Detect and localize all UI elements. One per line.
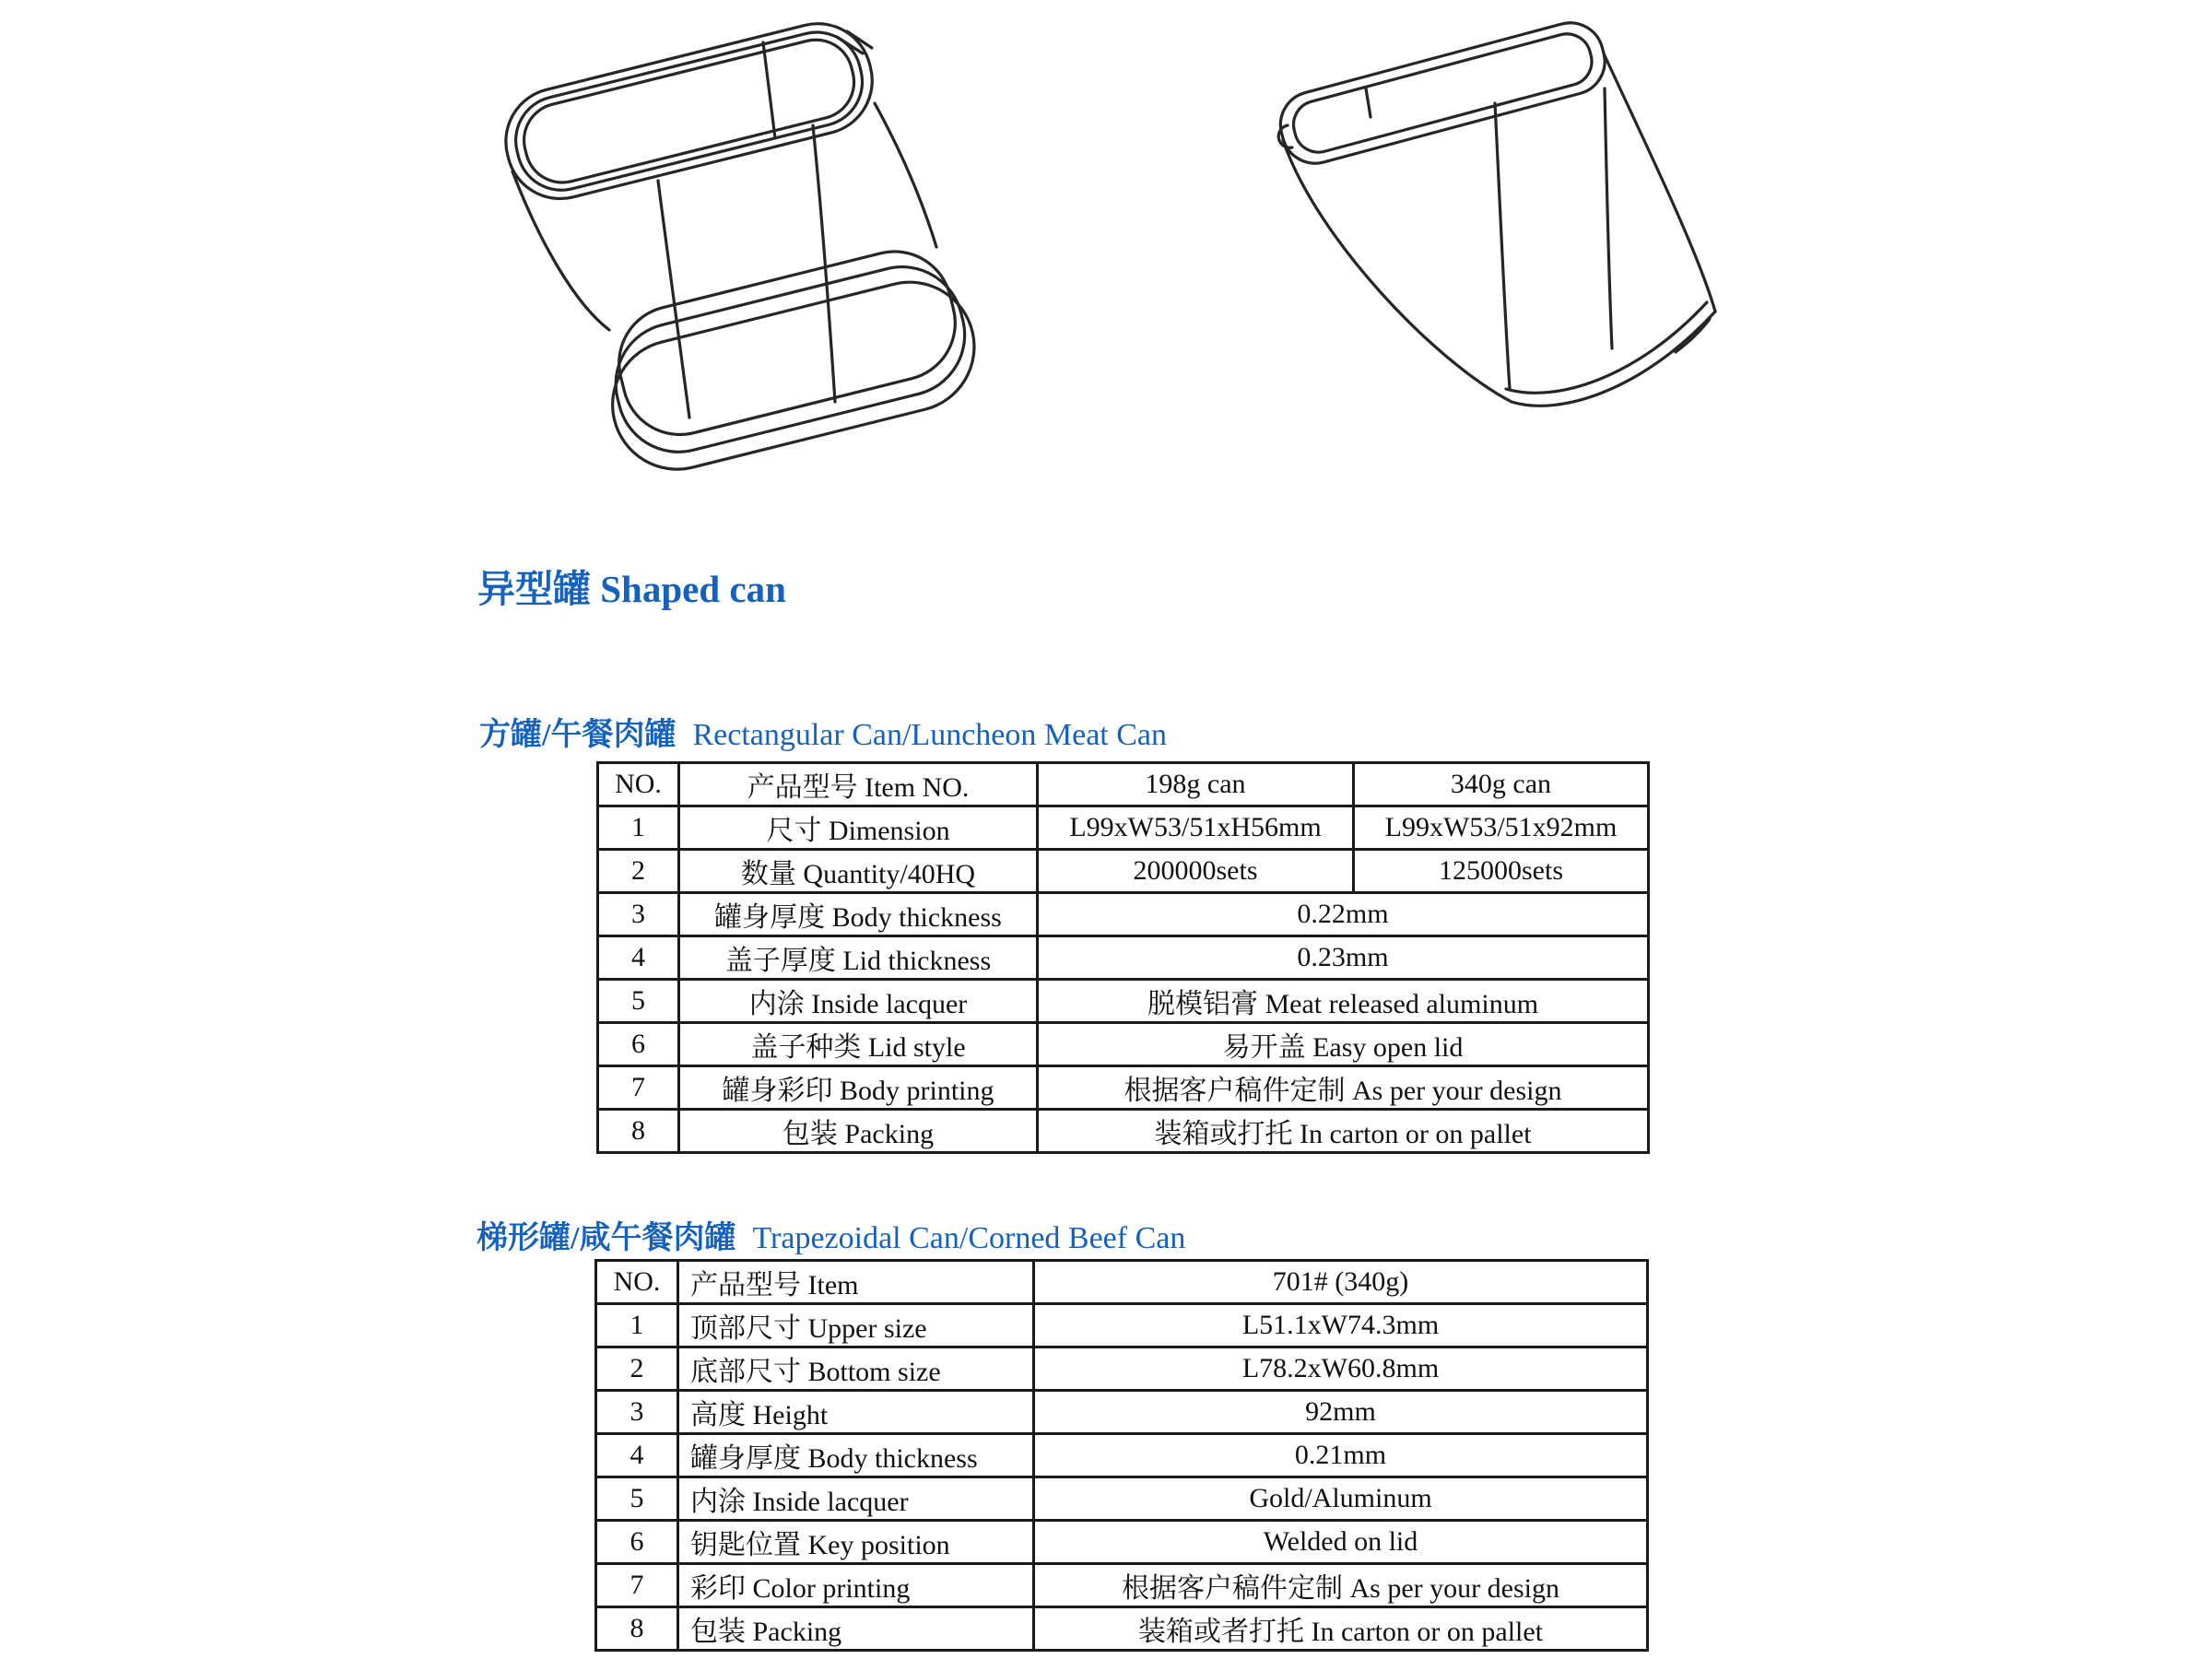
spec-label-cell: 数量 Quantity/40HQ <box>679 850 1038 893</box>
spec-value-cell: Gold/Aluminum <box>1034 1477 1648 1521</box>
row-number-cell: 2 <box>598 850 679 893</box>
rectangular-can-drawing <box>479 0 1032 516</box>
spec-value-cell: 根据客户稿件定制 As per your design <box>1038 1066 1649 1110</box>
row-number-cell: 8 <box>598 1110 679 1153</box>
header-cell-item: 产品型号 Item NO. <box>679 763 1038 806</box>
table-row <box>596 1347 1648 1391</box>
table-row <box>598 1066 1649 1110</box>
spec-value-cell: Welded on lid <box>1034 1521 1648 1564</box>
spec-value-cell: 125000sets <box>1354 850 1649 893</box>
section1-caption-en: Rectangular Can/Luncheon Meat Can <box>692 718 1168 752</box>
row-number-cell: 4 <box>596 1434 678 1477</box>
spec-label-cell: 尺寸 Dimension <box>679 806 1038 850</box>
row-number-cell: 1 <box>596 1304 678 1347</box>
spec-label-cell: 盖子厚度 Lid thickness <box>679 936 1038 980</box>
row-number-cell: 3 <box>596 1391 678 1434</box>
row-number-cell: 5 <box>598 980 679 1023</box>
table-row <box>596 1391 1648 1434</box>
spec-value-cell: L99xW53/51xH56mm <box>1038 806 1354 850</box>
table-row <box>596 1607 1648 1651</box>
trapezoidal-can-spec-table <box>594 1259 1649 1652</box>
table-row <box>596 1304 1648 1347</box>
spec-value-cell: L78.2xW60.8mm <box>1034 1347 1648 1391</box>
spec-label-cell: 顶部尺寸 Upper size <box>678 1304 1034 1347</box>
header-cell-no: NO. <box>598 763 679 806</box>
spec-label-cell: 罐身厚度 Body thickness <box>678 1434 1034 1477</box>
spec-label-cell: 罐身彩印 Body printing <box>679 1066 1038 1110</box>
spec-value-cell: 0.21mm <box>1034 1434 1648 1477</box>
section2-caption-cn: 梯形罐/咸午餐肉罐 <box>477 1221 736 1255</box>
row-number-cell: 6 <box>596 1521 678 1564</box>
row-number-cell: 1 <box>598 806 679 850</box>
header-cell-198g: 198g can <box>1038 763 1354 806</box>
section1-caption <box>479 715 1167 756</box>
spec-label-cell: 包装 Packing <box>679 1110 1038 1153</box>
spec-value-cell: 92mm <box>1034 1391 1648 1434</box>
rectangular-can-spec-table <box>596 761 1650 1154</box>
spec-value-cell: 脱模铝膏 Meat released aluminum <box>1038 980 1649 1023</box>
spec-label-cell: 内涂 Inside lacquer <box>679 980 1038 1023</box>
spec-value-cell: 易开盖 Easy open lid <box>1038 1023 1649 1066</box>
spec-label-cell: 彩印 Color printing <box>678 1564 1034 1607</box>
row-number-cell: 7 <box>596 1564 678 1607</box>
header-cell-701: 701# (340g) <box>1034 1261 1648 1304</box>
spec-label-cell: 底部尺寸 Bottom size <box>678 1347 1034 1391</box>
spec-label-cell: 盖子种类 Lid style <box>679 1023 1038 1066</box>
spec-label-cell: 钥匙位置 Key position <box>678 1521 1034 1564</box>
spec-value-cell: 0.23mm <box>1038 936 1649 980</box>
spec-value-cell: L99xW53/51x92mm <box>1354 806 1649 850</box>
header-cell-item: 产品型号 Item <box>678 1261 1034 1304</box>
row-number-cell: 5 <box>596 1477 678 1521</box>
row-number-cell: 6 <box>598 1023 679 1066</box>
row-number-cell: 8 <box>596 1607 678 1651</box>
row-number-cell: 3 <box>598 893 679 936</box>
spec-value-cell: 装箱或者打托 In carton or on pallet <box>1034 1607 1648 1651</box>
section2-caption-en: Trapezoidal Can/Corned Beef Can <box>752 1221 1186 1255</box>
table-row <box>598 936 1649 980</box>
table-row <box>598 893 1649 936</box>
table-row <box>598 1110 1649 1153</box>
spec-value-cell: 根据客户稿件定制 As per your design <box>1034 1564 1648 1607</box>
spec-value-cell: 0.22mm <box>1038 893 1649 936</box>
spec-value-cell: 200000sets <box>1038 850 1354 893</box>
spec-value-cell: L51.1xW74.3mm <box>1034 1304 1648 1347</box>
table-row <box>596 1434 1648 1477</box>
trapezoidal-can-drawing <box>1263 18 1779 442</box>
row-number-cell: 7 <box>598 1066 679 1110</box>
section1-caption-cn: 方罐/午餐肉罐 <box>479 718 677 752</box>
table-row <box>598 980 1649 1023</box>
header-cell-no: NO. <box>596 1261 678 1304</box>
section2-caption <box>477 1218 1185 1259</box>
table-row <box>596 1564 1648 1607</box>
spec-label-cell: 高度 Height <box>678 1391 1034 1434</box>
spec-value-cell: 装箱或打托 In carton or on pallet <box>1038 1110 1649 1153</box>
table-header-row <box>596 1261 1648 1304</box>
table-row <box>598 806 1649 850</box>
table-row <box>598 850 1649 893</box>
table-row <box>598 1023 1649 1066</box>
spec-label-cell: 内涂 Inside lacquer <box>678 1477 1034 1521</box>
page-title: 异型罐 Shaped can <box>477 568 786 610</box>
row-number-cell: 4 <box>598 936 679 980</box>
table-header-row <box>598 763 1649 806</box>
spec-label-cell: 罐身厚度 Body thickness <box>679 893 1038 936</box>
row-number-cell: 2 <box>596 1347 678 1391</box>
table-row <box>596 1477 1648 1521</box>
header-cell-340g: 340g can <box>1354 763 1649 806</box>
spec-label-cell: 包装 Packing <box>678 1607 1034 1651</box>
table-row <box>596 1521 1648 1564</box>
